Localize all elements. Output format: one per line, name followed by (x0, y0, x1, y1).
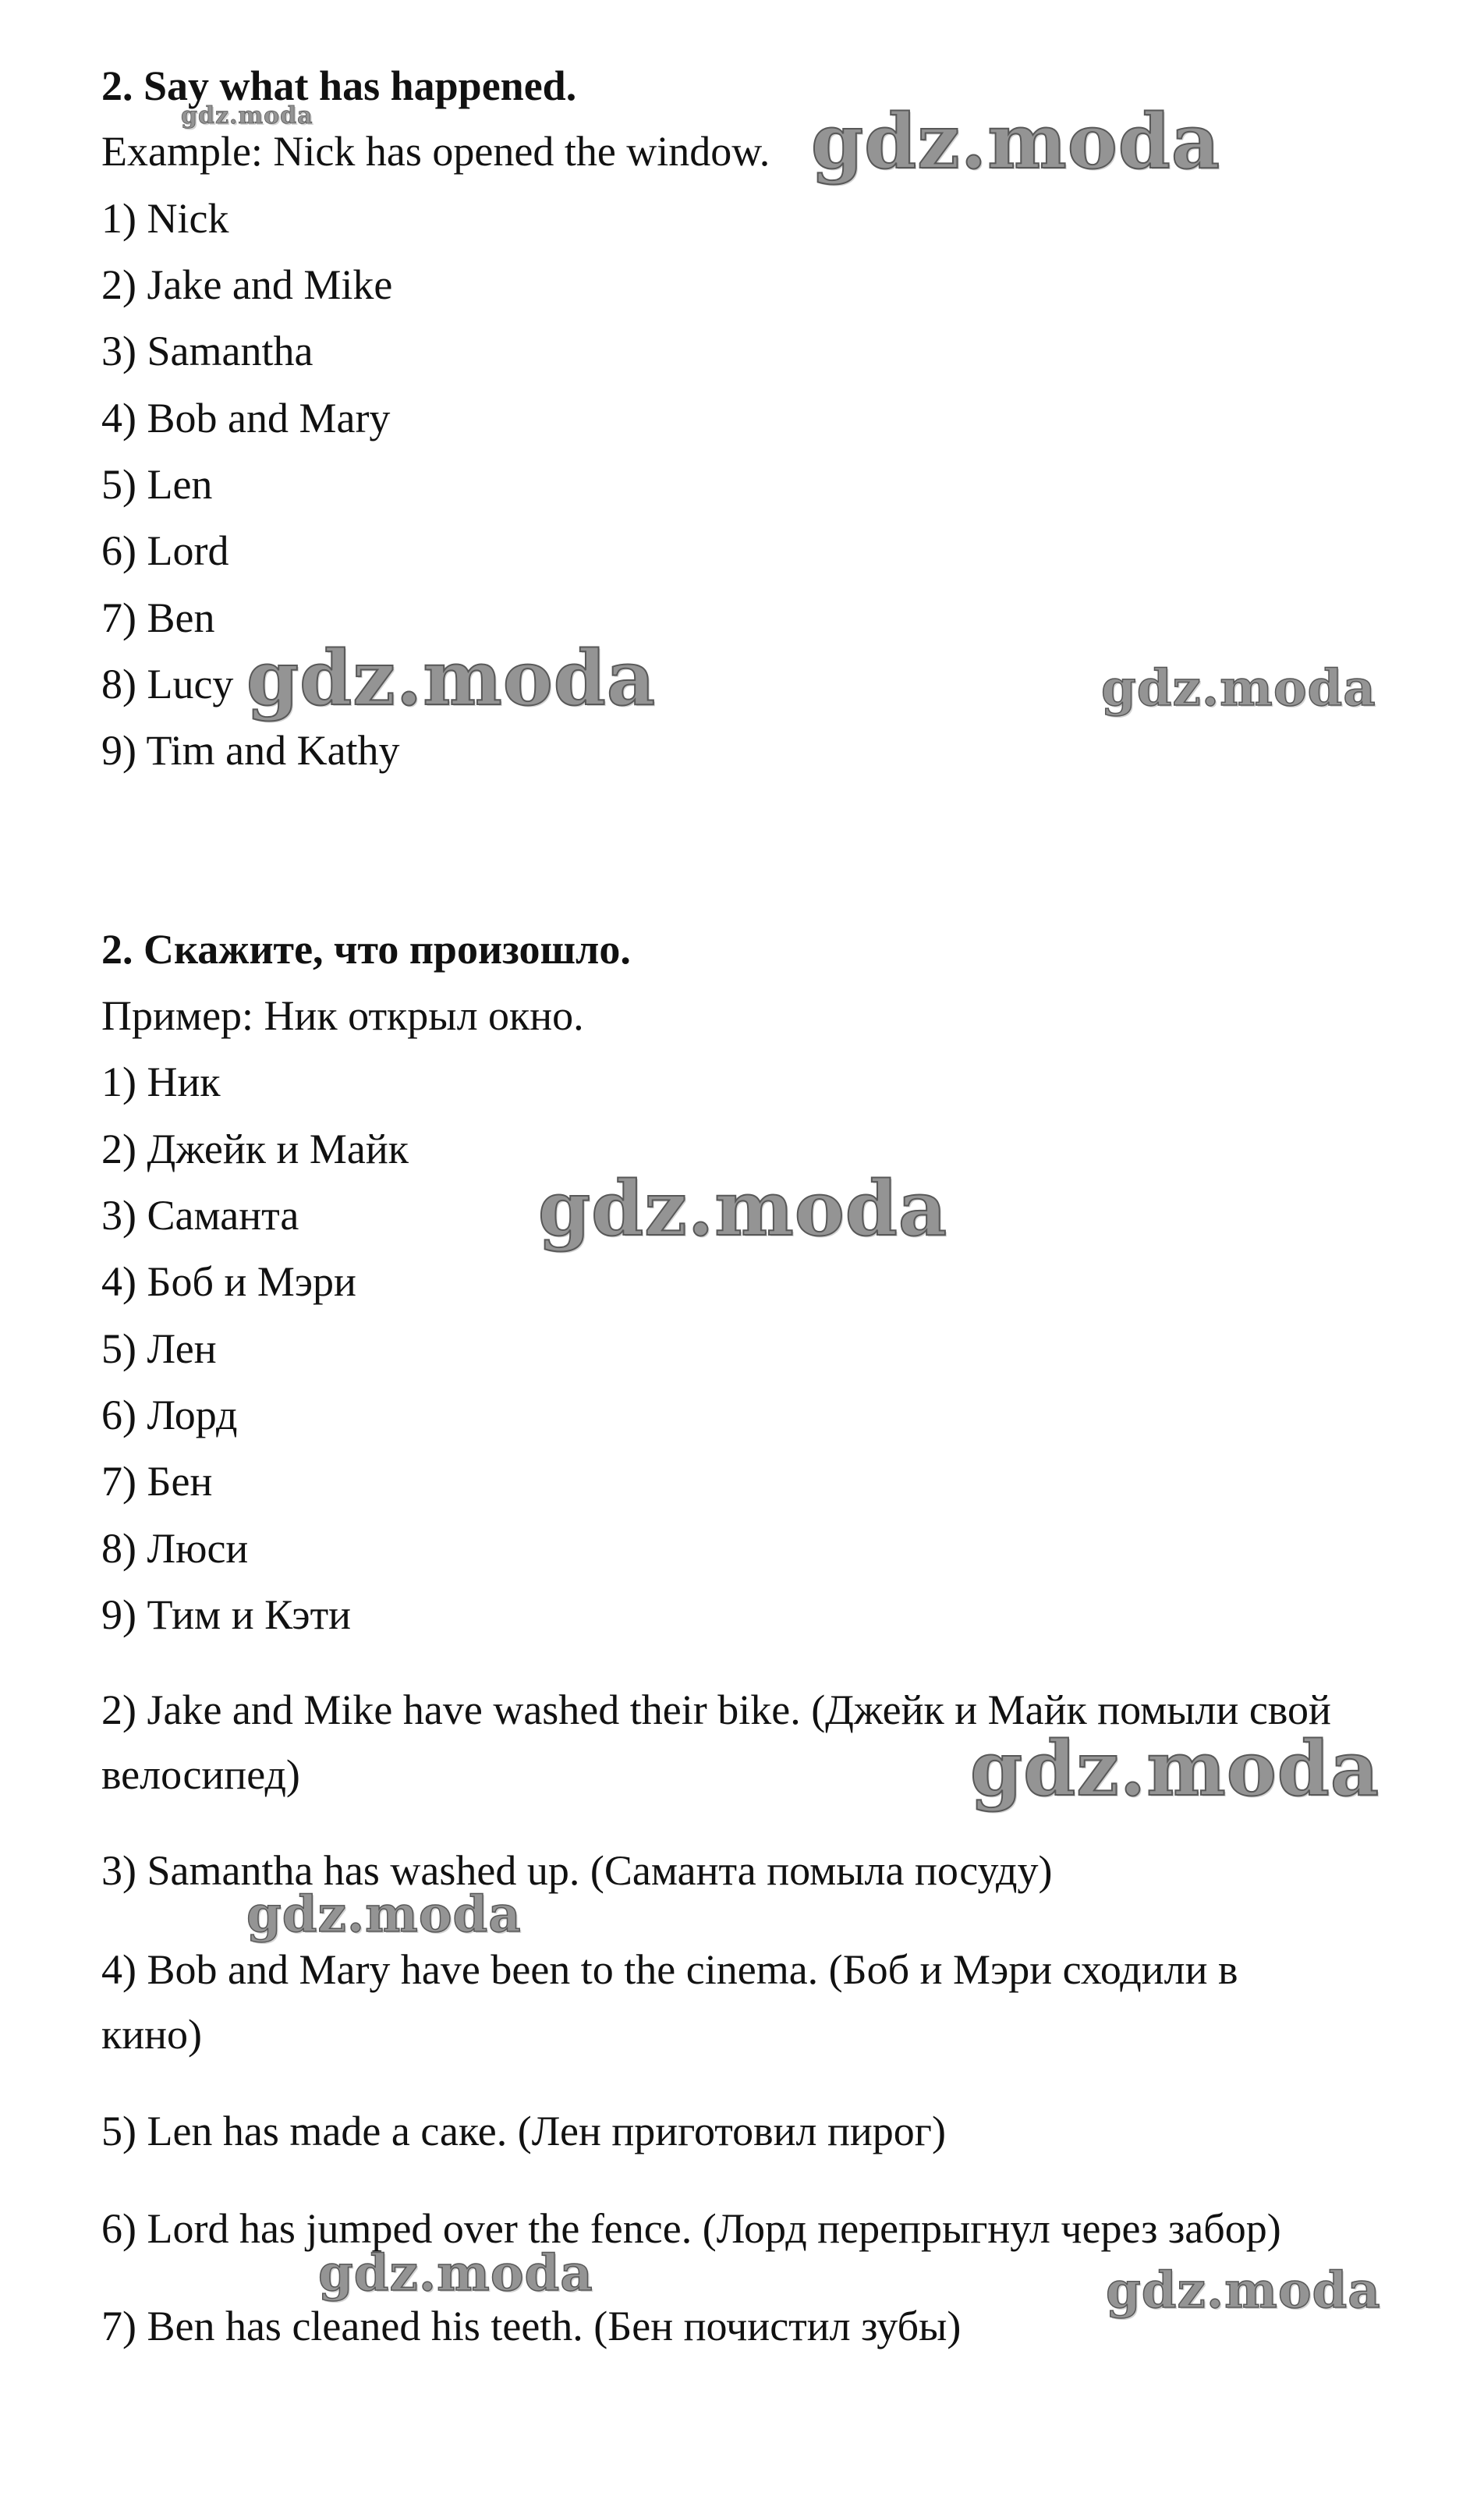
answer-line: 3) Samantha has washed up. (Саманта помыла посуду) (101, 1847, 1053, 1894)
section-ru-title: 2. Скажите, что произошло. (101, 926, 631, 973)
watermark: gdz.moda (181, 102, 313, 129)
answer-line: 4) Bob and Mary have been to the cinema. (Боб и Мэри сходили в (101, 1946, 1238, 1993)
list-item: 7) Ben (101, 594, 215, 641)
list-item: 4) Bob and Mary (101, 395, 391, 441)
answer-line: 2) Jake and Mike have washed their bike. (Джейк и Майк помыли свой (101, 1686, 1331, 1733)
list-item: 3) Саманта (101, 1192, 299, 1239)
watermark: gdz.moda (246, 634, 657, 722)
list-item: 6) Lord (101, 527, 229, 574)
list-item: 9) Тим и Кэти (101, 1591, 352, 1638)
list-item: 5) Len (101, 461, 213, 508)
list-item: 8) Lucy (101, 661, 234, 707)
list-item: 7) Бен (101, 1458, 213, 1505)
section-en-title: 2. Say what has happened. (101, 62, 577, 109)
watermark: gdz.moda (1106, 2261, 1381, 2320)
answer-line: кино) (101, 2011, 203, 2058)
watermark: gdz.moda (970, 1725, 1380, 1813)
watermark: gdz.moda (318, 2244, 593, 2303)
list-item: 8) Люси (101, 1525, 249, 1572)
section-en-example: Example: Nick has opened the window. (101, 128, 770, 175)
watermark: gdz.moda (246, 1885, 522, 1944)
answer-line: велосипед) (101, 1751, 300, 1798)
section-ru-example: Пример: Ник открыл окно. (101, 992, 584, 1039)
list-item: 5) Лен (101, 1325, 217, 1372)
list-item: 4) Боб и Мэри (101, 1258, 356, 1305)
answer-line: 5) Len has made a саке. (Лен приготовил пирог) (101, 2108, 946, 2154)
list-item: 1) Nick (101, 195, 229, 242)
answer-line: 6) Lord has jumped over the fence. (Лорд перепрыгнул через забор) (101, 2205, 1281, 2252)
watermark: gdz.moda (811, 98, 1221, 186)
list-item: 1) Ник (101, 1059, 221, 1105)
watermark: gdz.moda (1101, 659, 1376, 718)
list-item: 9) Tim and Kathy (101, 727, 400, 774)
watermark: gdz.moda (538, 1165, 948, 1253)
list-item: 2) Джейк и Майк (101, 1126, 409, 1172)
list-item: 6) Лорд (101, 1392, 238, 1438)
list-item: 3) Samantha (101, 328, 313, 374)
answer-line: 7) Ben has cleaned his teeth. (Бен почистил зубы) (101, 2303, 962, 2349)
list-item: 2) Jake and Mike (101, 261, 393, 308)
